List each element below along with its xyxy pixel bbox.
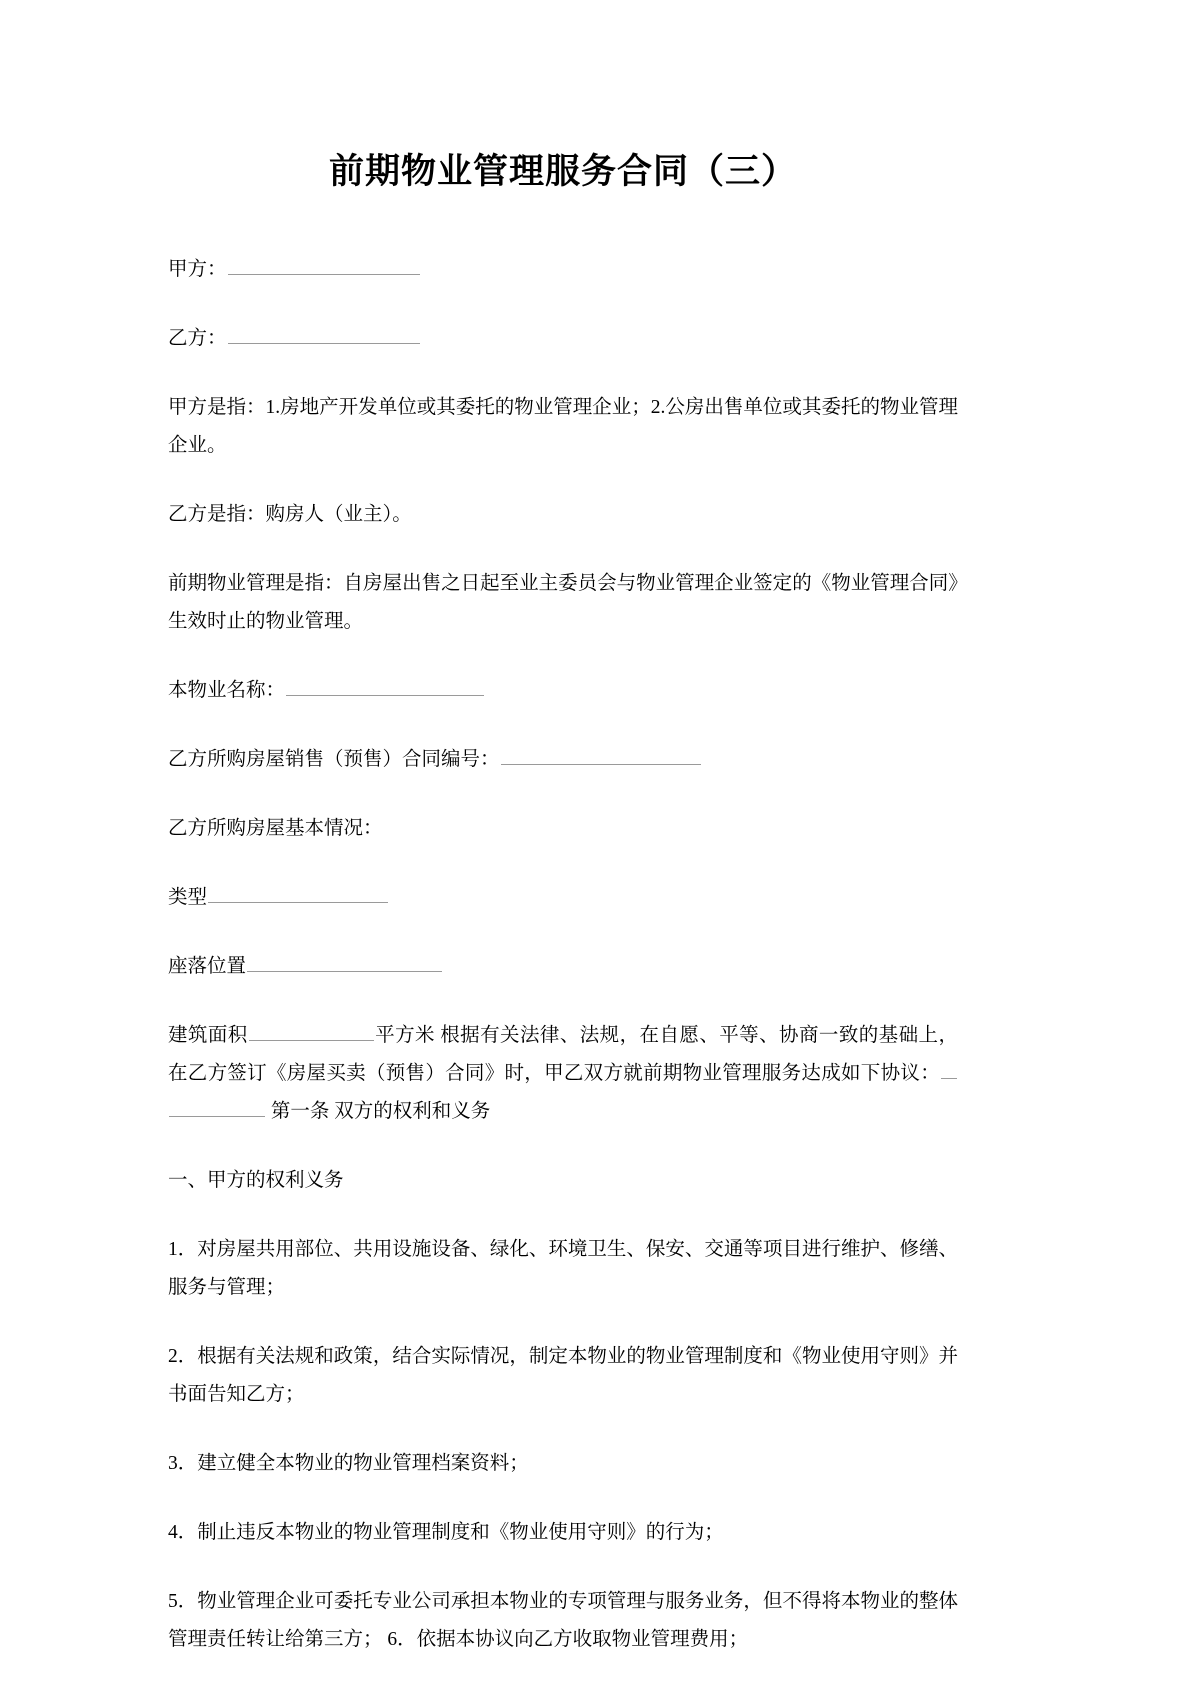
field-sale-contract-number-blank[interactable] xyxy=(501,746,701,766)
gap xyxy=(168,641,958,672)
paragraph-party-a-definition: 甲方是指：1.房地产开发单位或其委托的物业管理企业；2.公房出售单位或其委托的物业管理企业。 xyxy=(168,397,958,457)
paragraph-building-area-and-agreement xyxy=(168,1017,958,1131)
gap xyxy=(168,1483,958,1514)
field-sale-contract-number-label: 乙方所购房屋销售（预售）合同编号： xyxy=(168,749,500,771)
field-party-a-label: 甲方： xyxy=(168,259,227,281)
gap xyxy=(168,358,958,389)
field-party-b-label: 乙方： xyxy=(168,328,227,350)
gap xyxy=(168,848,958,879)
gap xyxy=(168,917,958,948)
field-property-name-blank[interactable] xyxy=(286,677,484,697)
clause-item-2: 2．根据有关法规和政策，结合实际情况，制定本物业的物业管理制度和《物业使用守则》并书面告知乙方； xyxy=(168,1346,958,1406)
field-building-area-blank[interactable] xyxy=(249,1022,374,1042)
clause-item-5-6: 5．物业管理企业可委托专业公司承担本物业的专项管理与服务业务，但不得将本物业的整体管理责任转让给第三方； 6．依据本协议向乙方收取物业管理费用； xyxy=(168,1591,958,1651)
gap xyxy=(168,986,958,1017)
clause-item-4: 4．制止违反本物业的物业管理制度和《物业使用守则》的行为； xyxy=(168,1522,724,1544)
article-one-heading: 第一条 双方的权利和义务 xyxy=(266,1101,491,1123)
gap xyxy=(168,710,958,741)
gap xyxy=(168,1200,958,1231)
heading-party-a-rights-obligations: 一、甲方的权利义务 xyxy=(168,1170,344,1192)
field-house-location-label: 座落位置 xyxy=(168,956,247,978)
field-building-area-label: 建筑面积 xyxy=(168,1025,248,1047)
clause-item-3: 3．建立健全本物业的物业管理档案资料； xyxy=(168,1453,529,1475)
field-party-a-blank[interactable] xyxy=(228,256,420,276)
agreement-blank-long[interactable] xyxy=(169,1098,265,1118)
paragraph-building-area-text: 平方米 根据有关法律、法规，在自愿、平等、协商一致的基础上，在乙方签订《房屋买卖（预售）合同》时，甲乙双方就前期物业管理服务达成如下协议： xyxy=(168,1025,958,1085)
field-party-b xyxy=(168,320,958,358)
field-sale-contract-number xyxy=(168,741,958,779)
paragraph-preliminary-management-definition: 前期物业管理是指：自房屋出售之日起至业主委员会与物业管理企业签定的《物业管理合同》生效时止的物业管理。 xyxy=(168,573,958,633)
gap xyxy=(168,289,958,320)
document-body xyxy=(168,0,958,1659)
gap xyxy=(168,1552,958,1583)
gap xyxy=(168,1131,958,1162)
gap xyxy=(168,1307,958,1338)
gap xyxy=(168,534,958,565)
paragraph-house-basic-info: 乙方所购房屋基本情况： xyxy=(168,818,383,840)
agreement-blank-small[interactable] xyxy=(941,1060,957,1080)
field-house-type-blank[interactable] xyxy=(208,884,388,904)
paragraph-party-b-definition: 乙方是指：购房人（业主）。 xyxy=(168,504,412,526)
field-house-type xyxy=(168,879,958,917)
field-house-location-blank[interactable] xyxy=(247,953,442,973)
field-party-b-blank[interactable] xyxy=(228,325,420,345)
title-spacer xyxy=(168,195,958,251)
field-property-name xyxy=(168,672,958,710)
field-property-name-label: 本物业名称： xyxy=(168,680,286,702)
clause-item-1: 1．对房屋共用部位、共用设施设备、绿化、环境卫生、保安、交通等项目进行维护、修缮、服务与管理； xyxy=(168,1239,958,1299)
field-party-a xyxy=(168,251,958,289)
page-title: 前期物业管理服务合同（三） xyxy=(328,152,797,191)
gap xyxy=(168,779,958,810)
field-house-location xyxy=(168,948,958,986)
gap xyxy=(168,465,958,496)
field-house-type-label: 类型 xyxy=(168,887,208,909)
gap xyxy=(168,1414,958,1445)
